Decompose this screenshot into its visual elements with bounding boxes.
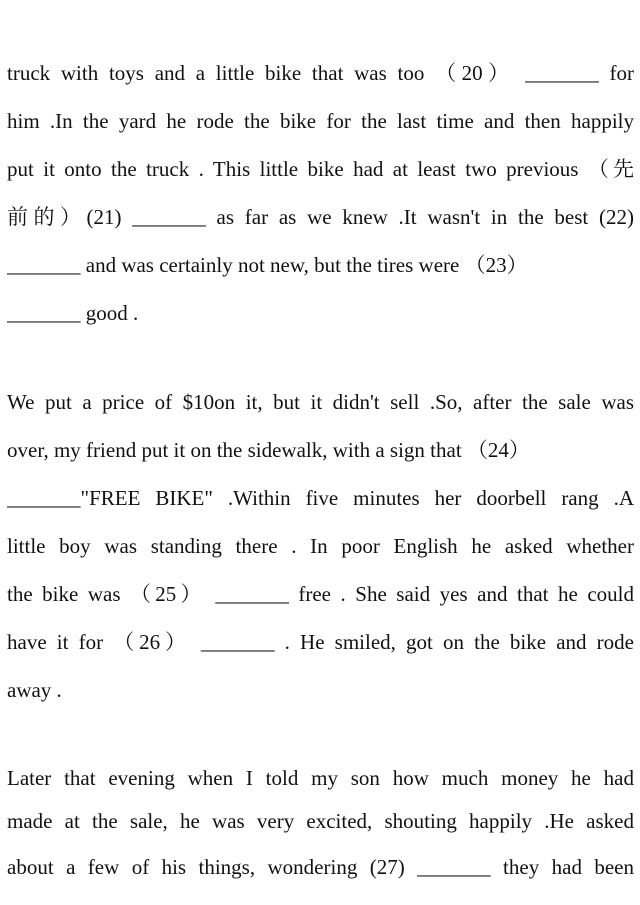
text-line: Later that evening when I told my son how much money he had — [7, 766, 634, 790]
text-line: _______ and was certainly not new, but the tires were （23） — [7, 253, 528, 277]
text-line: the bike was （25） _______ free . She said yes and that he could — [7, 582, 634, 606]
text-line: away . — [7, 678, 62, 702]
text-line: have it for （26） _______ . He smiled, got on the bike and rode — [7, 630, 634, 654]
text-line: 前的）(21) _______ as far as we knew .It wasn't in the best (22) — [7, 205, 634, 229]
text-line: truck with toys and a little bike that was too （20） _______ for — [7, 61, 634, 85]
text-line: made at the sale, he was very excited, shouting happily .He asked — [7, 809, 634, 833]
text-line: over, my friend put it on the sidewalk, with a sign that （24） — [7, 438, 530, 462]
text-line: _______"FREE BIKE" .Within five minutes her doorbell rang .A — [7, 486, 634, 510]
text-line: little boy was standing there . In poor English he asked whether — [7, 534, 634, 558]
text-line: _______ good . — [7, 301, 139, 325]
text-line: about a few of his things, wondering (27) _______ they had been — [7, 855, 634, 879]
text-line: We put a price of $10on it, but it didn't sell .So, after the sale was — [7, 390, 634, 414]
text-line: him .In the yard he rode the bike for the last time and then happily — [7, 109, 634, 133]
text-line: put it onto the truck . This little bike had at least two previous （先 — [7, 157, 634, 181]
